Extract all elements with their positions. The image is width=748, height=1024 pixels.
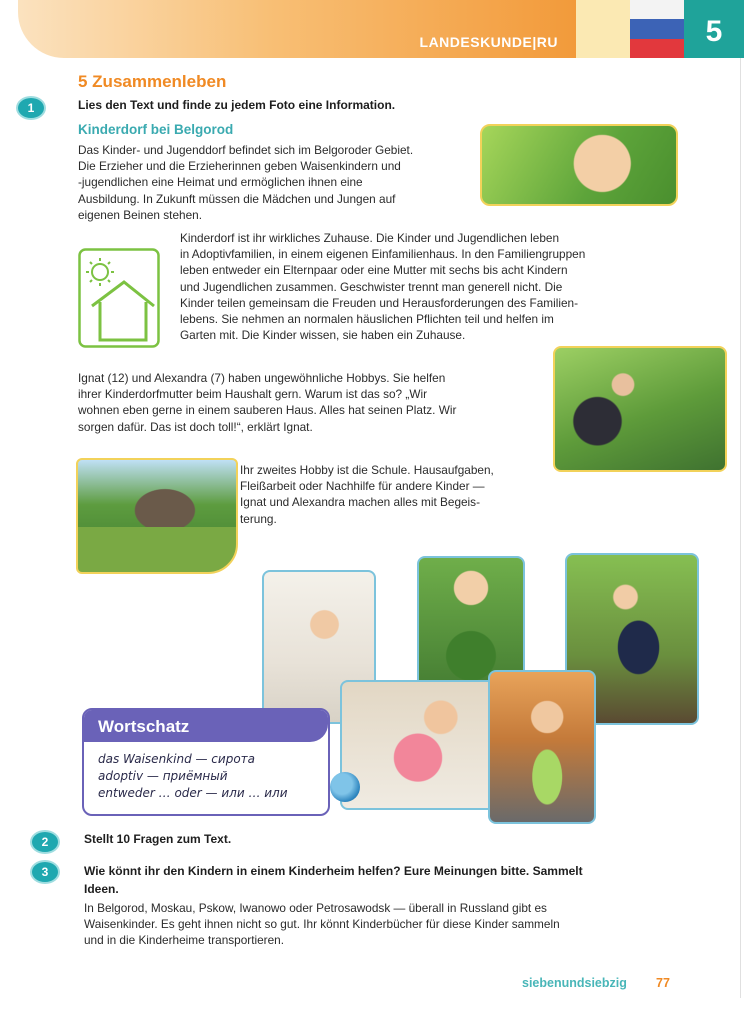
text-line: Kinderdorf ist ihr wirkliches Zuhause. Die Kinder und Jugendlichen leben	[180, 231, 560, 245]
task-1-text: Lies den Text und finde zu jedem Foto eine Information.	[78, 98, 396, 112]
header-title: LANDESKUNDE|RU	[419, 34, 558, 50]
page-number: 77	[656, 976, 670, 990]
text-line: in Adoptivfamilien, in einem eigenen Einfamilienhaus. In den Familiengruppen	[180, 247, 586, 262]
article-heading: Kinderdorf bei Belgorod	[78, 122, 234, 137]
paragraph-3	[78, 370, 532, 435]
page-number-word: siebenundsiebzig	[522, 976, 627, 990]
paragraph-5	[84, 900, 650, 949]
section-title: 5 Zusammenleben	[78, 72, 227, 91]
paragraph-1	[78, 142, 462, 223]
text-line: ihrer Kinderdorfmutter beim Haushalt gern. Warum ist das so? „Wir	[78, 387, 427, 402]
header-light-block	[576, 0, 630, 58]
sun-house-icon	[78, 248, 160, 348]
flag-stripe-blue	[630, 19, 684, 39]
text-line: -jugendlichen eine Heimat und ermöglichen ihnen eine	[78, 175, 363, 190]
text-line: Ausbildung. In Zukunft müssen die Mädchen und Jungen auf	[78, 191, 396, 206]
text-line: Ignat und Alexandra machen alles mit Begeis-	[240, 495, 481, 510]
paragraph-4	[240, 462, 534, 527]
text-line: Ideen.	[84, 882, 119, 896]
task-3-text	[84, 862, 664, 898]
task-badge-3: 3	[30, 860, 60, 884]
text-line: lebens. Sie nehmen an normalen häuslichen Pflichten teil und helfen im	[180, 312, 554, 327]
vocab-line: entweder … oder — или … или	[98, 786, 288, 800]
photo-girl-at-desk	[340, 680, 496, 810]
text-line: sorgen dafür. Das ist doch toll!“, erklärt Ignat.	[78, 419, 313, 434]
text-line: Fleißarbeit oder Nachhilfe für andere Kinder —	[240, 479, 485, 494]
text-line: Wie könnt ihr den Kindern in einem Kinderheim helfen? Eure Meinungen bitte. Sammelt	[84, 864, 583, 878]
text-line: Garten mit. Die Kinder wissen, sie haben ein Zuhause.	[180, 328, 466, 343]
task-badge-1: 1	[16, 96, 46, 120]
photo-garden-group	[553, 346, 727, 472]
text-line: leben entweder ein Elternpaar oder eine Mutter mit sechs bis acht Kindern	[180, 263, 568, 278]
globe-image	[330, 772, 360, 802]
text-line: und in die Kinderheime transportieren.	[84, 933, 285, 948]
text-line: Ihr zweites Hobby ist die Schule. Hausaufgaben,	[240, 463, 494, 477]
task-badge-2: 2	[30, 830, 60, 854]
text-line: Ignat (12) und Alexandra (7) haben ungewöhnliche Hobbys. Sie helfen	[78, 371, 446, 385]
vocab-line: adoptiv — приёмный	[98, 769, 228, 783]
text-line: In Belgorod, Moskau, Pskow, Iwanowo oder Petrosawodsk — überall in Russland gibt es	[84, 901, 547, 915]
photo-girl-kitchen	[488, 670, 596, 824]
page-edge-line	[740, 58, 741, 998]
text-line: und Jugendlichen zusammen. Geschwister trennt man generell nicht. Die	[180, 279, 563, 294]
photo-house	[76, 458, 238, 574]
text-line: eigenen Beinen stehen.	[78, 207, 202, 222]
task-2-text: Stellt 10 Fragen zum Text.	[84, 832, 232, 846]
text-line: Waisenkinder. Es geht ihnen nicht so gut. Ihr könnt Kinderbücher für diese Kinder sammeln	[84, 917, 560, 932]
vocab-line: das Waisenkind — сирота	[98, 752, 256, 766]
wortschatz-title: Wortschatz	[98, 717, 190, 736]
text-line: Kinder teilen gemeinsam die Freuden und Herausforderungen des Familien-	[180, 295, 579, 310]
flag-stripe-white	[630, 0, 684, 19]
wortschatz-box	[82, 708, 330, 816]
chapter-number: 5	[684, 0, 744, 58]
text-line: terung.	[240, 511, 277, 526]
text-line: wohnen eben gerne in einem sauberen Haus. Alles hat seinen Platz. Wir	[78, 403, 457, 418]
text-line: Das Kinder- und Jugenddorf befindet sich im Belgoroder Gebiet.	[78, 143, 414, 157]
flag-stripe-red	[630, 39, 684, 58]
text-line: Die Erzieher und die Erzieherinnen geben Waisenkindern und	[78, 159, 401, 174]
photo-boy	[480, 124, 678, 206]
paragraph-2	[180, 230, 640, 343]
